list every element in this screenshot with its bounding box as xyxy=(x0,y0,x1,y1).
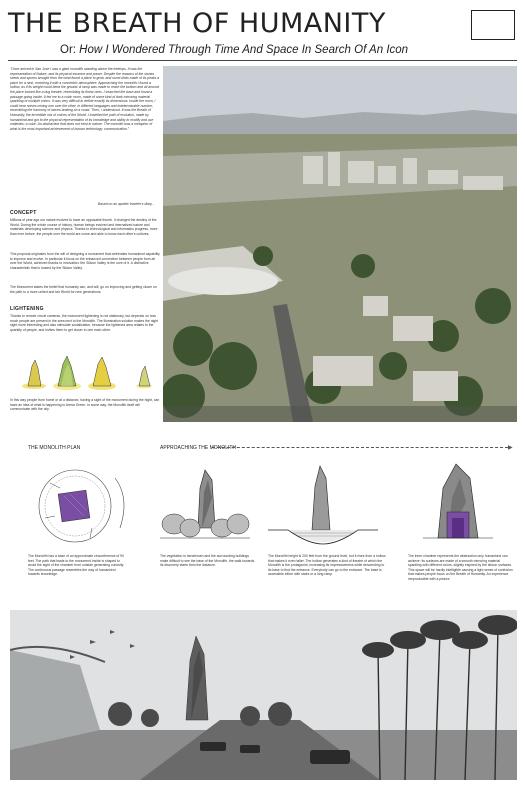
panel-caption-hollow: The Monolith height is 200 feet from the ground level, but it rises from a hollow that makes it even taller. The hollow generates a kind of theatre of which the Monolith is the protagonist, increasing its impressiveness while descending to its base to find the entrance. Everybody can go to the entrance. The base is accessible either with stairs or a long ramp. xyxy=(268,554,386,576)
subtitle-prefix: Or: xyxy=(60,44,80,56)
corner-box xyxy=(471,10,515,40)
street-view-photo xyxy=(10,610,517,780)
sketch-monolith-4 xyxy=(136,366,152,389)
concept-paragraph-1: Millions of year ago our nature evolved to have an opposable thumb. It changed the destiny of the World. During the whole course of history, human beings evolved and internalized nature and materials developing science and physics. Thanks to technological and informatics progress, more than ever before, the people over the world are come and able to know each other's cultures. xyxy=(10,218,158,236)
plan-drawing xyxy=(20,458,140,550)
concept-paragraph-3: The Monument states the belief that humanity can, and will, go on improving and getting closer on the path to a more united and fair World for new generations. xyxy=(10,285,157,294)
arrow-right-icon: ▶ xyxy=(508,445,513,451)
aerial-city-photo xyxy=(163,66,517,422)
sketch-monolith-2 xyxy=(53,356,81,390)
lightening-sketches xyxy=(20,352,160,392)
sketch-monolith-3 xyxy=(88,357,116,390)
concept-heading: CONCEPT xyxy=(10,210,37,216)
subtitle-main: How I Wondered Through Time And Space In Search Of An Icon xyxy=(79,44,409,56)
inner-chamber-drawing xyxy=(408,458,508,550)
vegetation-drawing xyxy=(160,458,250,550)
hollow-section-drawing xyxy=(268,458,378,550)
sketch-monolith-1 xyxy=(22,360,46,389)
panel-caption-chamber: The inner chamber represents the abstraction only humankind can achieve: its surfaces are made of a smooth mirroring material sparkling with different colors, slightly inspired by the silicon surfaces. This space will be hardly intelligible causing a light sense of confusion that makes people focus on the Breath of Humanity. An experience irreproducible with a picture. xyxy=(408,554,513,581)
header-divider xyxy=(8,60,517,61)
plan-section-label: THE MONOLITH PLAN xyxy=(28,445,81,451)
intro-signature: Based on an apoteic traveler's diary... xyxy=(98,202,155,206)
intro-quote: "Once arrived in San Jose I saw a giant monolith standing above the treetops. It was the representation of Nature, and its physical essence and power. Despite the reasons of the stones seeds and spores brought from the wind found a place to grow, and some birds made of its peaks a place for a nest, enriching it with a concentric atmosphere. Approaching the monolith I found a hollow, as if its weight could bend the ground. A ramp was made to reach the bottom and all around the place looked like a dug theatre, resembling its finest ones. I searched the base and found a passage going inside. It led me to a cubic room, made of some kind of dark mirroring material sparkling of multiple colors. It was very difficult to define exactly its dimensions. Inside the room, I could hear noises mixing one over the other, in different languages and indeterminable number, resembling the harmony of waves braking on a coast. Then, I understood. It was the Breath of Humanity, the incredible mix of voices of the World. I travelled the path of evolution, made by humankind and got to the physical representation of its knowledge and ability to modify and use materials: a cube. An abstraction that does not exist in nature. The monolith was a metaphor of what is the most important achievement of human technology: communication." xyxy=(10,67,160,131)
panel-caption-plan: The Monolith has a base of an approximate circumference of 90 feet. The path that leads to the monument inside is shaped to avoid the sight of the chamber from outside generating curiosity. The continuous passage resembles the way of humankind towards knowledge. xyxy=(28,554,125,576)
concept-paragraph-2: This proposal originates from the will of designing a monument that celebrates humankind capability to improve and evolve. In particular it focus on the enhanced connection between people from all over the World, achieved thanks to innovation: the Silicon Valley is the core of it. A distinctive characteristic that is hosted by the Silicon Valley. xyxy=(10,252,160,270)
panel-caption-vegetation: The vegetation is hendrinsen and the surrounding buildings make difficult to see the base of the Monolith, the walk towards its discovery starts from the distance. xyxy=(160,554,255,567)
lightening-caption: In this way people from home or at a distance, having a sight of the monument during the night, can have an idea of what is happening in Arena Green. In some way, the Monolith itself will communicate with the city. xyxy=(10,398,160,412)
page-subtitle xyxy=(60,44,408,56)
approach-dashed-line xyxy=(212,447,508,448)
page-title: THE BREATH OF HUMANITY xyxy=(8,8,386,39)
lightening-paragraph: Thanks to remote circuit cameras, the monument lightening is not stationary, but depends on how much people are present in the area next to the Monolith. The illumination solution makes the night sight more interesting and also stimulate socialization, because the lightened area relates to the quantity of people, and invites them to get closer to one each other. xyxy=(10,314,159,332)
approach-section-label: APPROACHING THE MONOLITH xyxy=(160,445,237,451)
lightening-heading: LIGHTENING xyxy=(10,306,44,312)
